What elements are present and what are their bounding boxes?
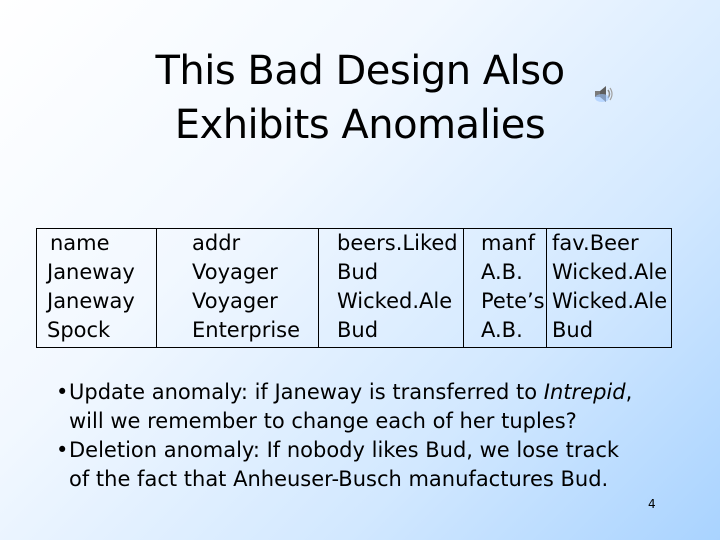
table-cell: A.B.	[481, 318, 523, 342]
bullet-dot: •	[56, 380, 69, 404]
bullet-text: Update anomaly: if Janeway is transferred to	[69, 380, 544, 404]
speaker-icon[interactable]	[592, 84, 614, 104]
bullet-line: will we remember to change each of her tuples?	[69, 409, 577, 433]
slide-title	[110, 44, 610, 152]
table-column-beers-liked	[319, 229, 464, 347]
page-number: 4	[648, 497, 656, 511]
bullet-dot: •	[56, 438, 69, 462]
table-cell: Wicked.Ale	[552, 260, 668, 284]
table-cell: Voyager	[192, 260, 278, 284]
table-column-name	[37, 229, 157, 347]
slide-title-line-1: This Bad Design Also	[155, 48, 565, 94]
relation-table	[36, 228, 672, 348]
table-cell: Bud	[552, 318, 594, 342]
table-header: manf	[481, 231, 536, 255]
bullet-list	[56, 378, 676, 494]
bullet-italic-text: Intrepid	[543, 380, 626, 404]
table-cell: Wicked.Ale	[552, 289, 668, 313]
table-cell: Wicked.Ale	[337, 289, 453, 313]
table-cell: Bud	[337, 318, 379, 342]
table-column-fav-beer	[547, 229, 671, 347]
table-header: addr	[192, 231, 241, 255]
bullet-deletion-anomaly	[56, 436, 676, 494]
table-header: fav.Beer	[552, 231, 639, 255]
bullet-update-anomaly	[56, 378, 676, 436]
table-cell: Bud	[337, 260, 379, 284]
bullet-text: ,	[625, 380, 633, 404]
slide-title-line-2: Exhibits Anomalies	[174, 102, 546, 148]
bullet-line: of the fact that Anheuser-Busch manufactures Bud.	[69, 467, 609, 491]
table-cell: A.B.	[481, 260, 523, 284]
bullet-line: Deletion anomaly: If nobody likes Bud, we lose track	[69, 438, 620, 462]
table-cell: Voyager	[192, 289, 278, 313]
table-cell: Spock	[47, 318, 111, 342]
table-header: name	[50, 231, 110, 255]
table-cell: Janeway	[47, 289, 135, 313]
table-column-manf	[464, 229, 547, 347]
table-cell: Janeway	[47, 260, 135, 284]
bullet-line	[69, 378, 676, 407]
table-header: beers.Liked	[337, 231, 458, 255]
table-cell: Pete’s	[481, 289, 545, 313]
table-column-addr	[157, 229, 319, 347]
table-cell: Enterprise	[192, 318, 301, 342]
